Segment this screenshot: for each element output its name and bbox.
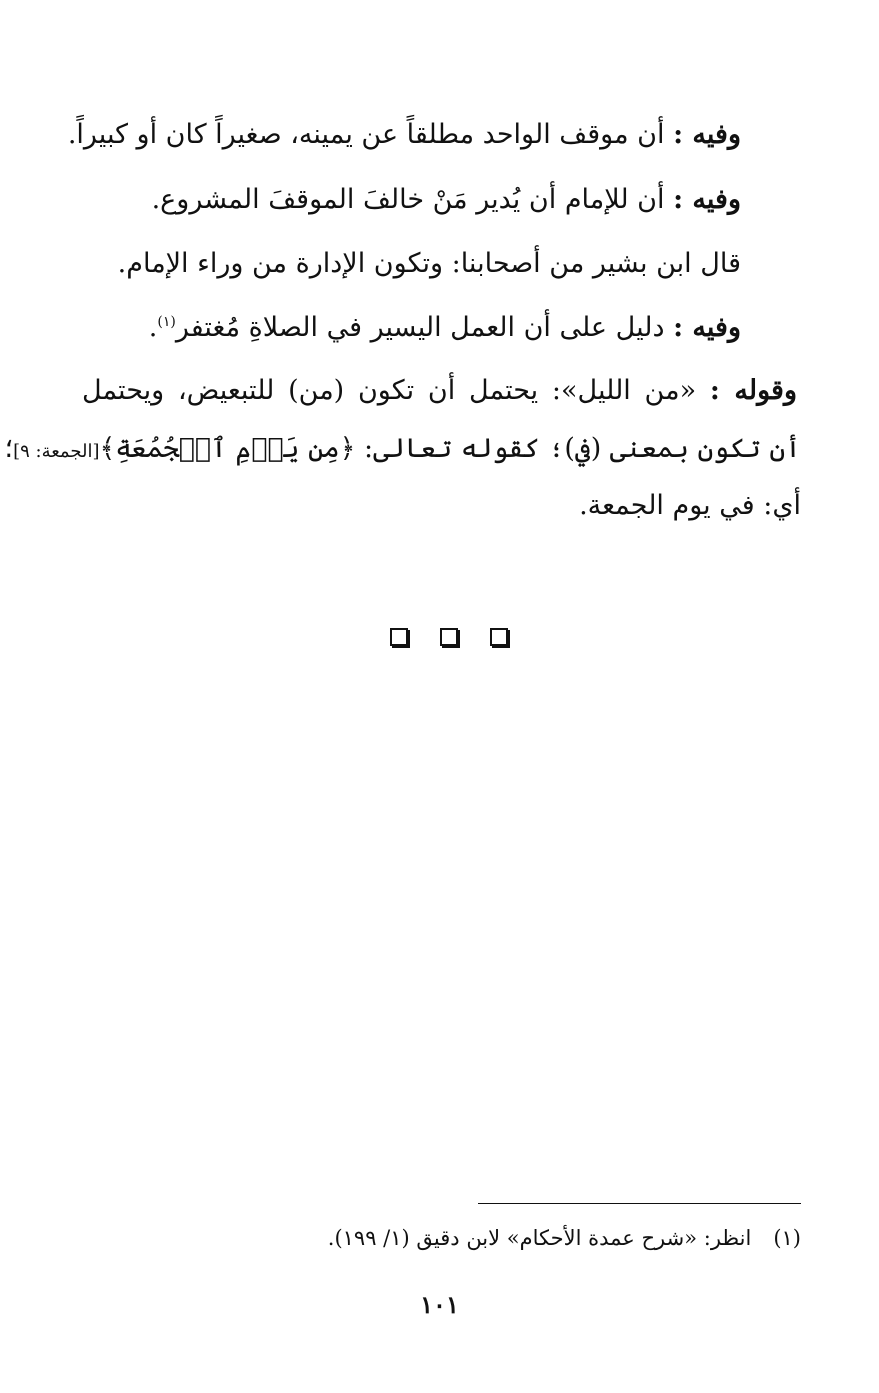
paragraph-1 (68, 115, 741, 155)
paragraph-5-line-2 (5, 429, 801, 472)
footnote-text: انظر: «شرح عمدة الأحكام» لابن دقيق (١/ ١٩٩). (327, 1226, 752, 1250)
divider-square-icon (390, 628, 408, 646)
surah-reference: [الجمعة: ٩] (13, 441, 100, 462)
paragraph-text: دليل على أن العمل اليسير في الصلاةِ مُغتفر (175, 312, 674, 343)
paragraph-text: أن موقف الواحد مطلقاً عن يمينه، صغيراً كان أو كبيراً. (67, 119, 674, 150)
paragraph-text: أي: في يوم الجمعة. (579, 490, 801, 521)
divider-square-icon (440, 628, 458, 646)
paragraph-tail: . (148, 312, 158, 343)
footnote-marker[interactable]: (١) (157, 314, 176, 330)
paragraph-3 (118, 244, 741, 284)
footnote (328, 1222, 801, 1254)
footnote-number: (١) (773, 1226, 801, 1250)
lead-word: وفيه : (673, 119, 741, 150)
paragraph-text: أن للإمام أن يُدير مَنْ خالفَ الموقفَ المشروع. (151, 184, 674, 215)
page-number: ١٠١ (420, 1290, 459, 1319)
paragraph-5-line-1 (82, 371, 797, 411)
section-divider (390, 628, 508, 650)
paragraph-text: «من الليل»: يحتمل أن تكون (من) للتبعيض، ويحتمل (82, 375, 710, 406)
paragraph-text: أن تكون بمعنى (في)؛ كقوله تعالى: (355, 433, 801, 464)
paragraph-2 (152, 180, 741, 220)
paragraph-text: قال ابن بشير من أصحابنا: وتكون الإدارة من وراء الإمام. (117, 248, 741, 279)
lead-word: وفيه : (673, 312, 741, 343)
lead-word: وقوله : (709, 375, 797, 406)
divider-square-icon (490, 628, 508, 646)
paragraph-4 (149, 308, 741, 348)
paragraph-5-line-3 (579, 486, 801, 526)
lead-word: وفيه : (673, 184, 741, 215)
quran-verse: ﴿مِن يَوۡمِ ٱلۡجُمُعَةِ﴾ (99, 433, 356, 464)
paragraph-tail: ؛ (4, 433, 14, 464)
footnote-separator (478, 1203, 801, 1204)
